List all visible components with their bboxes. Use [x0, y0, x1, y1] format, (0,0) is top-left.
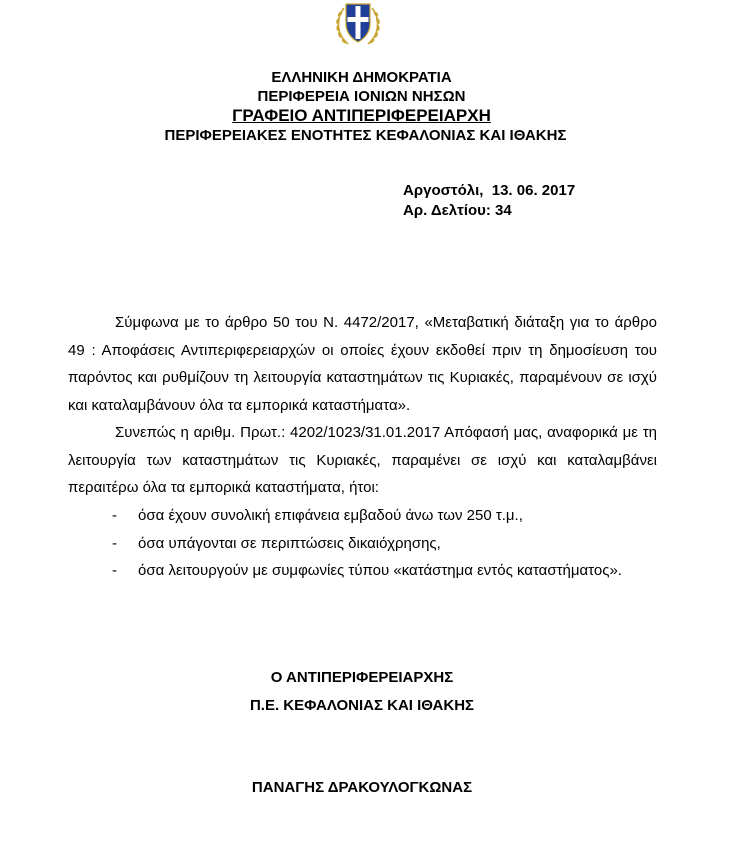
greek-coat-of-arms-icon — [330, 0, 386, 50]
list-item — [112, 530, 657, 558]
bullet-dash: - — [112, 534, 117, 552]
list-item-text: όσα λειτουργούν με συμφωνίες τύπου «κατάστημα εντός καταστήματος». — [138, 562, 622, 579]
signatory-unit: Π.Ε. ΚΕΦΑΛΟΝΙΑΣ ΚΑΙ ΙΘΑΚΗΣ — [249, 697, 475, 714]
signatory-title: Ο ΑΝΤΙΠΕΡΙΦΕΡΕΙΑΡΧΗΣ — [270, 669, 454, 686]
header-region: ΠΕΡΙΦΕΡΕΙΑ ΙΟΝΙΩΝ ΝΗΣΩΝ — [257, 88, 466, 105]
bulletin-number: Αρ. Δελτίου: 34 — [403, 202, 512, 219]
place-and-date: Αργοστόλι, 13. 06. 2017 — [403, 182, 576, 199]
body-paragraph-2: Συνεπώς η αριθμ. Πρωτ.: 4202/1023/31.01.2017 Απόφασή μας, αναφορικά με τη λειτουργία των καταστημάτων τις Κυριακές, παραμένει σε ισχύ και καταλαμβάνει περαιτέρω όλα τα εμπορικά καταστήματα, ήτοι: — [68, 424, 657, 496]
body-paragraph-1: Σύμφωνα με το άρθρο 50 του Ν. 4472/2017, «Μεταβατική διάταξη για το άρθρο 49 : Αποφάσεις Αντιπεριφερειαρχών οι οποίες έχουν εκδοθεί πριν τη δημοσίευση του παρόντος και ρυθμίζουν τη λειτουργία καταστημάτων τις Κυριακές, παραμένουν σε ισχύ και καταλαμβάνουν όλα τα εμπορικά καταστήματα». — [68, 314, 657, 414]
signatory-name: ΠΑΝΑΓΗΣ ΔΡΑΚΟΥΛΟΓΚΩΝΑΣ — [251, 779, 473, 796]
list-item-text: όσα έχουν συνολική επιφάνεια εμβαδού άνω των 250 τ.μ., — [138, 507, 523, 524]
bullet-dash: - — [112, 507, 117, 524]
list-item — [112, 502, 657, 530]
list-item — [112, 557, 657, 585]
header-office — [0, 106, 727, 126]
header-units: ΠΕΡΙΦΕΡΕΙΑΚΕΣ ΕΝΟΤΗΤΕΣ ΚΕΦΑΛΟΝΙΑΣ ΚΑΙ ΙΘΑΚΗΣ — [164, 127, 567, 144]
bullet-dash: - — [112, 562, 117, 579]
store-category-list — [112, 502, 657, 585]
header-office-label: ΓΡΑΦΕΙΟ ΑΝΤΙΠΕΡΙΦΕΡΕΙΑΡΧΗ — [232, 106, 491, 125]
header-country: ΕΛΛΗΝΙΚΗ ΔΗΜΟΚΡΑΤΙΑ — [271, 69, 452, 86]
list-item-text: όσα υπάγονται σε περιπτώσεις δικαιόχρησης, — [138, 534, 441, 552]
